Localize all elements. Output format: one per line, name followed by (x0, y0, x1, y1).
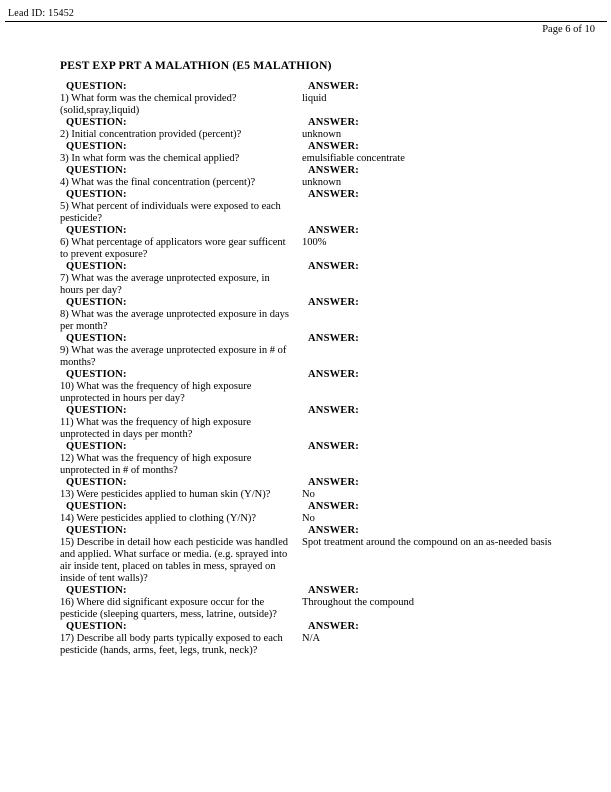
qa-row (60, 501, 602, 525)
answer-text: Throughout the compound (302, 597, 414, 608)
answer-cell (302, 585, 602, 609)
question-label: QUESTION: (66, 81, 127, 92)
question-text: 2) Initial concentration provided (percent)? (60, 129, 242, 140)
question-label: QUESTION: (66, 225, 127, 236)
question-text: 8) What was the average unprotected exposure in days per month? (60, 309, 289, 332)
answer-label: ANSWER: (308, 501, 359, 512)
answer-cell (302, 225, 602, 249)
question-text: 1) What form was the chemical provided?(solid,spray,liquid) (60, 93, 237, 116)
answer-label: ANSWER: (308, 477, 359, 488)
question-text: 9) What was the average unprotected exposure in # of months? (60, 345, 287, 368)
answer-cell (302, 141, 602, 165)
question-cell (60, 141, 302, 165)
question-text: 15) Describe in detail how each pesticide was handled and applied. What surface or media. (e.g. sprayed into air inside tent, placed on tables in mess, sprayed on inside of tent walls)? (60, 537, 289, 584)
answer-cell (302, 117, 602, 141)
answer-text: liquid (302, 93, 327, 104)
answer-cell (302, 501, 602, 525)
question-cell (60, 165, 302, 189)
qa-row (60, 117, 602, 141)
qa-row (60, 261, 602, 297)
question-text: 13) Were pesticides applied to human skin (Y/N)? (60, 489, 271, 500)
question-label: QUESTION: (66, 621, 127, 632)
answer-text: unknown (302, 129, 342, 140)
answer-label: ANSWER: (308, 81, 359, 92)
answer-text: N/A (302, 633, 321, 644)
question-text: 4) What was the final concentration (percent)? (60, 177, 256, 188)
answer-cell (302, 297, 602, 309)
qa-row (60, 369, 602, 405)
answer-cell (302, 525, 602, 549)
answer-label: ANSWER: (308, 225, 359, 236)
answer-cell (302, 189, 602, 201)
question-cell (60, 225, 302, 261)
question-text: 16) Where did significant exposure occur for the pesticide (sleeping quarters, mess, latrine, outside)? (60, 597, 277, 620)
question-label: QUESTION: (66, 477, 127, 488)
lead-id-text: Lead ID: 15452 (8, 8, 75, 19)
qa-row (60, 225, 602, 261)
qa-row (60, 585, 602, 621)
question-cell (60, 525, 302, 585)
qa-row (60, 297, 602, 333)
question-label: QUESTION: (66, 141, 127, 152)
answer-cell (302, 477, 602, 501)
question-text: 14) Were pesticides applied to clothing (Y/N)? (60, 513, 257, 524)
question-cell (60, 297, 302, 333)
qa-list (60, 81, 602, 657)
answer-text: Spot treatment around the compound on an as-needed basis (302, 537, 552, 548)
qa-row (60, 165, 602, 189)
question-text: 17) Describe all body parts typically exposed to each pesticide (hands, arms, feet, legs, trunk, neck)? (60, 633, 283, 656)
question-label: QUESTION: (66, 165, 127, 176)
document-body (60, 60, 602, 657)
header-rule (5, 21, 607, 22)
question-cell (60, 585, 302, 621)
answer-label: ANSWER: (308, 585, 359, 596)
answer-label: ANSWER: (308, 621, 359, 632)
question-label: QUESTION: (66, 405, 127, 416)
question-cell (60, 81, 302, 117)
qa-row (60, 405, 602, 441)
answer-text: unknown (302, 177, 342, 188)
answer-text: emulsifiable concentrate (302, 153, 405, 164)
answer-cell (302, 81, 602, 105)
question-cell (60, 333, 302, 369)
answer-text: No (302, 513, 315, 524)
answer-cell (302, 333, 602, 345)
answer-text: No (302, 489, 315, 500)
answer-label: ANSWER: (308, 525, 359, 536)
question-text: 10) What was the frequency of high exposure unprotected in hours per day? (60, 381, 252, 404)
question-text: 5) What percent of individuals were exposed to each pesticide? (60, 201, 281, 224)
question-label: QUESTION: (66, 501, 127, 512)
answer-text: 100% (302, 237, 327, 248)
question-text: 6) What percentage of applicators wore gear sufficent to prevent exposure? (60, 237, 286, 260)
question-label: QUESTION: (66, 585, 127, 596)
qa-row (60, 81, 602, 117)
answer-label: ANSWER: (308, 189, 359, 200)
question-cell (60, 369, 302, 405)
question-label: QUESTION: (66, 261, 127, 272)
page-number: Page 6 of 10 (542, 24, 595, 35)
answer-label: ANSWER: (308, 441, 359, 452)
question-label: QUESTION: (66, 189, 127, 200)
qa-row (60, 525, 602, 585)
answer-cell (302, 165, 602, 189)
answer-label: ANSWER: (308, 369, 359, 380)
question-text: 3) In what form was the chemical applied? (60, 153, 240, 164)
question-label: QUESTION: (66, 369, 127, 380)
answer-cell (302, 261, 602, 273)
question-cell (60, 261, 302, 297)
question-text: 12) What was the frequency of high exposure unprotected in # of months? (60, 453, 252, 476)
answer-cell (302, 441, 602, 453)
answer-label: ANSWER: (308, 141, 359, 152)
answer-label: ANSWER: (308, 261, 359, 272)
question-label: QUESTION: (66, 525, 127, 536)
answer-label: ANSWER: (308, 165, 359, 176)
qa-row (60, 477, 602, 501)
answer-label: ANSWER: (308, 333, 359, 344)
document-title: PEST EXP PRT A MALATHION (E5 MALATHION) (60, 60, 332, 72)
question-cell (60, 501, 302, 525)
answer-cell (302, 621, 602, 645)
question-label: QUESTION: (66, 333, 127, 344)
qa-row (60, 621, 602, 657)
question-text: 11) What was the frequency of high exposure unprotected in days per month? (60, 417, 251, 440)
qa-row (60, 141, 602, 165)
question-cell (60, 189, 302, 225)
question-label: QUESTION: (66, 441, 127, 452)
answer-cell (302, 369, 602, 381)
question-cell (60, 405, 302, 441)
answer-label: ANSWER: (308, 405, 359, 416)
qa-row (60, 333, 602, 369)
answer-label: ANSWER: (308, 297, 359, 308)
question-cell (60, 117, 302, 141)
qa-row (60, 189, 602, 225)
question-cell (60, 621, 302, 657)
question-text: 7) What was the average unprotected exposure, in hours per day? (60, 273, 270, 296)
answer-cell (302, 405, 602, 417)
question-cell (60, 477, 302, 501)
answer-label: ANSWER: (308, 117, 359, 128)
qa-row (60, 441, 602, 477)
question-label: QUESTION: (66, 117, 127, 128)
question-label: QUESTION: (66, 297, 127, 308)
question-cell (60, 441, 302, 477)
